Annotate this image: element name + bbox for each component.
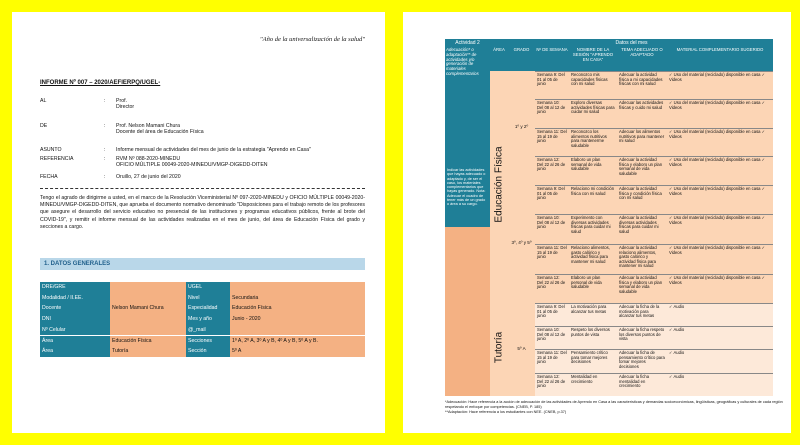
general-value: Tutoría — [110, 346, 186, 357]
row-material: ✓ Uso del material (reciclado) disponible en casa ✓ Videos — [667, 214, 773, 244]
general-data-table — [40, 282, 365, 357]
general-value — [110, 314, 186, 325]
row-tema: Adecuar la ficha respeto los diversos puntos de vista — [617, 326, 667, 349]
general-value: Nelson Mamani Chura — [110, 303, 186, 314]
row-tema: Adecuar la actividad física y elaboro un plan semanal de vida saludable — [617, 274, 667, 303]
meta-value: Director — [116, 104, 135, 111]
meta-value: OFICIO MÚLTIPLE 00049-2020-MINEDU/VMGP-DIGEDD-DITEN — [116, 162, 268, 169]
general-value — [230, 325, 365, 336]
section-title: 1. DATOS GENERALES — [44, 261, 111, 267]
meta-colon: : — [104, 98, 106, 104]
meta-key: DE — [40, 123, 48, 129]
row-sesion: Respeto los diversos puntos de vista — [569, 326, 617, 349]
general-label: Nº Celular — [40, 325, 110, 336]
general-value — [110, 293, 186, 304]
general-value: Educación Física — [230, 303, 365, 314]
row-tema: Adecuar la actividad física y condición física con mi salud — [617, 185, 667, 214]
general-label: Modalidad / II.EE. — [40, 293, 110, 304]
general-value: Junio - 2020 — [230, 314, 365, 325]
general-label: Mes y año — [186, 314, 230, 325]
row-sesion: Relaciono mi condición física con mi salud — [569, 185, 617, 214]
row-sesion: La motivación para alcanzar tus metas — [569, 303, 617, 326]
general-label: Especialidad — [186, 303, 230, 314]
meta-row — [40, 123, 365, 135]
meta-colon: : — [104, 174, 106, 180]
general-label: Sección — [186, 346, 230, 357]
row-semana: Semana 12: Del 22 al 26 de junio — [535, 274, 569, 303]
meta-colon: : — [104, 147, 106, 153]
activities-table — [445, 39, 773, 396]
general-value — [110, 325, 186, 336]
general-label: @_mail — [186, 325, 230, 336]
row-material: ✓ Uso del material (reciclado) disponible en casa ✓ Videos — [667, 99, 773, 128]
row-tema: Adecuar las actividades físicas y cuido mi salud — [617, 99, 667, 128]
general-value: Educación Física — [110, 336, 186, 347]
row-sesion: Elaboro un plan personal de vida saludable — [569, 274, 617, 303]
row-material: ✓ Uso del material (reciclado) disponible en casa ✓ Videos — [667, 244, 773, 274]
row-material: ✓ Uso del material (reciclado) disponible en casa ✓ Videos — [667, 156, 773, 185]
row-tema: Adecuar la actividad diversas actividades físicas para cuidar mi salud — [617, 214, 667, 244]
footnote-line: *Adecuación: Hace referencia a la acción de adecuación de las actividades de Aprendo en Casa a las características y demandas socioeconómicas, lingüísticas, geográficas y culturales de cada región respetando el enfoque por competencias. (CNEB, P. 185) — [445, 400, 783, 409]
area-label-educacion-fisica: Educación Física — [493, 146, 505, 223]
general-label: DRE/GRE — [40, 282, 110, 293]
meta-row — [40, 147, 365, 153]
general-label: Área — [40, 346, 110, 357]
row-material: ✓ Uso del material (reciclado) disponible en casa ✓ Videos — [667, 274, 773, 303]
row-semana: Semana 10: Del 08 al 12 de junio — [535, 99, 569, 128]
general-value: 5º A — [230, 346, 365, 357]
meta-row — [40, 174, 365, 180]
general-value: 1º A, 2º A, 3º A y B, 4º A y B, 5º A y B. — [230, 336, 365, 347]
meta-row — [40, 156, 365, 168]
column-header: ÁREA — [490, 47, 508, 71]
row-sesion: Reconozco mis capacidades físicas con mi salud — [569, 71, 617, 99]
column-header: GRADO — [508, 47, 535, 71]
row-sesion: Relaciono alimentos, gasto calórico y actividad física para mantener mi salud — [569, 244, 617, 274]
general-label: Área — [40, 336, 110, 347]
row-semana: Semana 11: Del 15 al 19 de junio — [535, 244, 569, 274]
row-material: ✓ Uso del material (reciclado) disponible en casa ✓ Videos — [667, 128, 773, 156]
document-page-activities — [403, 12, 791, 433]
row-material: ✓ Uso del material (reciclado) disponible en casa ✓ Videos — [667, 185, 773, 214]
row-semana: Semana 11: Del 15 al 19 de junio — [535, 349, 569, 373]
row-tema: Adecuar los alimentos nutritivos para mantener mi salud — [617, 128, 667, 156]
meta-value: Oruillo, 27 de junio del 2020 — [116, 174, 181, 180]
meta-value: Docente del área de Educación Física — [116, 129, 204, 136]
row-sesion: Exploro diversas actividades físicas para cuidar mi salud — [569, 99, 617, 128]
row-sesion: Pensamiento crítico para tomar mejores decisiones — [569, 349, 617, 373]
row-tema: Adecuar la actividad física y elaboro un plan semanal de vida saludable — [617, 156, 667, 185]
grade-label: 3º, 4º y 5º — [511, 240, 532, 245]
meta-key: AL — [40, 98, 47, 104]
row-semana: Semana 9: Del 01 al 05 de junio — [535, 303, 569, 326]
grade-label: 5º A — [517, 345, 526, 351]
meta-value: RVM Nº 088-2020-MINEDU — [116, 156, 181, 162]
column-header: TEMA ADECUADO O ADAPTADO — [617, 47, 667, 71]
row-semana: Semana 10: Del 08 al 12 de junio — [535, 214, 569, 244]
general-label: Nivel — [186, 293, 230, 304]
meta-value: Prof. Nelson Mamani Chura — [116, 123, 181, 129]
row-semana: Semana 9: Del 01 al 05 de junio — [535, 71, 569, 99]
row-material: ✓ Audio — [667, 326, 773, 349]
meta-colon: : — [104, 156, 106, 162]
adecuacion-column-fill — [445, 227, 490, 396]
section-datos-generales — [40, 258, 365, 270]
informe-body-text: Tengo el agrado de dirigirme a usted, en el marco de la Resolución Viceministerial Nº 097-2020-MINEDU y OFICIO MÚLTIPLE 00049-2020-MINEDU/VMGP-DIGEDD-DITEN, que aprueba el documento normativo denominado "Disposiciones para el trabajo remoto de los profesores que asegure el desarrollo del servicio educativo no presencial de las instituciones y programas educativos públicos, frente al brote del COVID-19", y remitir el informe mensual de las actividades realizadas en el mes de junio, del área de Educación Física del grado y secciones a cargo. — [40, 195, 365, 230]
general-label: Secciones — [186, 336, 230, 347]
general-value — [110, 282, 186, 293]
row-sesion: Experimento con diversas actividades físicas para cuidar mi salud — [569, 214, 617, 244]
meta-row — [40, 98, 365, 110]
row-semana: Semana 11: Del 15 al 19 de junio — [535, 128, 569, 156]
row-material: ✓ Uso del material (reciclado) disponible en casa ✓ Videos — [667, 71, 773, 99]
row-material: ✓ Audio — [667, 349, 773, 373]
row-tema: Adecuar la ficha de pensamiento crítico para tomar mejores decisiones — [617, 349, 667, 373]
separator-line — [40, 188, 365, 189]
footnote-line: **Adaptación: Hace referencia a los estudiantes con NEE. (CNEB, p.37) — [445, 410, 567, 414]
row-sesion: Mentalidad en crecimiento — [569, 373, 617, 396]
row-tema: Adecuar la actividad relaciono alimentos, gasto calórico y actividad física para mantener mi salud — [617, 244, 667, 274]
row-material: ✓ Audio — [667, 373, 773, 396]
row-semana: Semana 12: Del 22 al 26 de junio — [535, 156, 569, 185]
column-header: Adecuación* o adaptación** de actividades y/o generación de materiales complementarios — [445, 47, 490, 167]
column-header: MATERIAL COMPLEMENTARIO SUGERIDO — [667, 47, 773, 71]
grade-label: 1º y 2º — [514, 124, 529, 129]
meta-value: Prof. — [116, 98, 127, 104]
row-semana: Semana 10: Del 08 al 12 de junio — [535, 326, 569, 349]
general-label: UGEL — [186, 282, 230, 293]
row-tema: Adecuar la ficha mentalidad en crecimiento — [617, 373, 667, 396]
row-material: ✓ Audio — [667, 303, 773, 326]
row-semana: Semana 9: Del 01 al 05 de junio — [535, 185, 569, 214]
column-header: Nº DE SEMANA — [535, 47, 569, 71]
row-semana: Semana 12: Del 22 al 26 de junio — [535, 373, 569, 396]
motto-header: "Año de la universalización de la salud" — [259, 36, 365, 43]
general-value — [230, 282, 365, 293]
header-month: Datos del mes — [490, 39, 773, 47]
meta-key: FECHA — [40, 174, 58, 180]
meta-colon: : — [104, 123, 106, 129]
document-page-informe — [12, 12, 385, 433]
meta-value: Informe mensual de actividades del mes de junio de la estrategia "Aprendo en Casa" — [116, 147, 311, 153]
general-value: Secundaria — [230, 293, 365, 304]
adecuacion-note: Indicar las actividades que hayas adecuado o adaptado y, de ser el caso, los materiales complementarios que hayas generado. Nota: Adecuar el cuadro de tener más de un grado o área a su cargo. — [445, 167, 490, 227]
row-sesion: Reconozco los alimentos nutritivos para mantenerme saludable — [569, 128, 617, 156]
general-label: Docente — [40, 303, 110, 314]
column-header: NOMBRE DE LA SESIÓN "APRENDO EN CASA" — [569, 47, 617, 71]
row-sesion: Elaboro un plan semanal de vida saludable — [569, 156, 617, 185]
general-label: DNI — [40, 314, 110, 325]
row-tema: Adecuar la actividad física a mi capacidades físicas con mi salud — [617, 71, 667, 99]
informe-title: INFORME Nº 007 – 2020/AEFIERPQ/UGEL- — [40, 80, 161, 86]
meta-key: ASUNTO — [40, 147, 62, 153]
area-label-tutoria: Tutoría — [493, 331, 505, 364]
row-tema: Adecuar la ficha de la motivación para alcanzar tus metas — [617, 303, 667, 326]
meta-key: REFERENCIA — [40, 156, 74, 162]
header-activity: Actividad 2 — [445, 39, 490, 47]
